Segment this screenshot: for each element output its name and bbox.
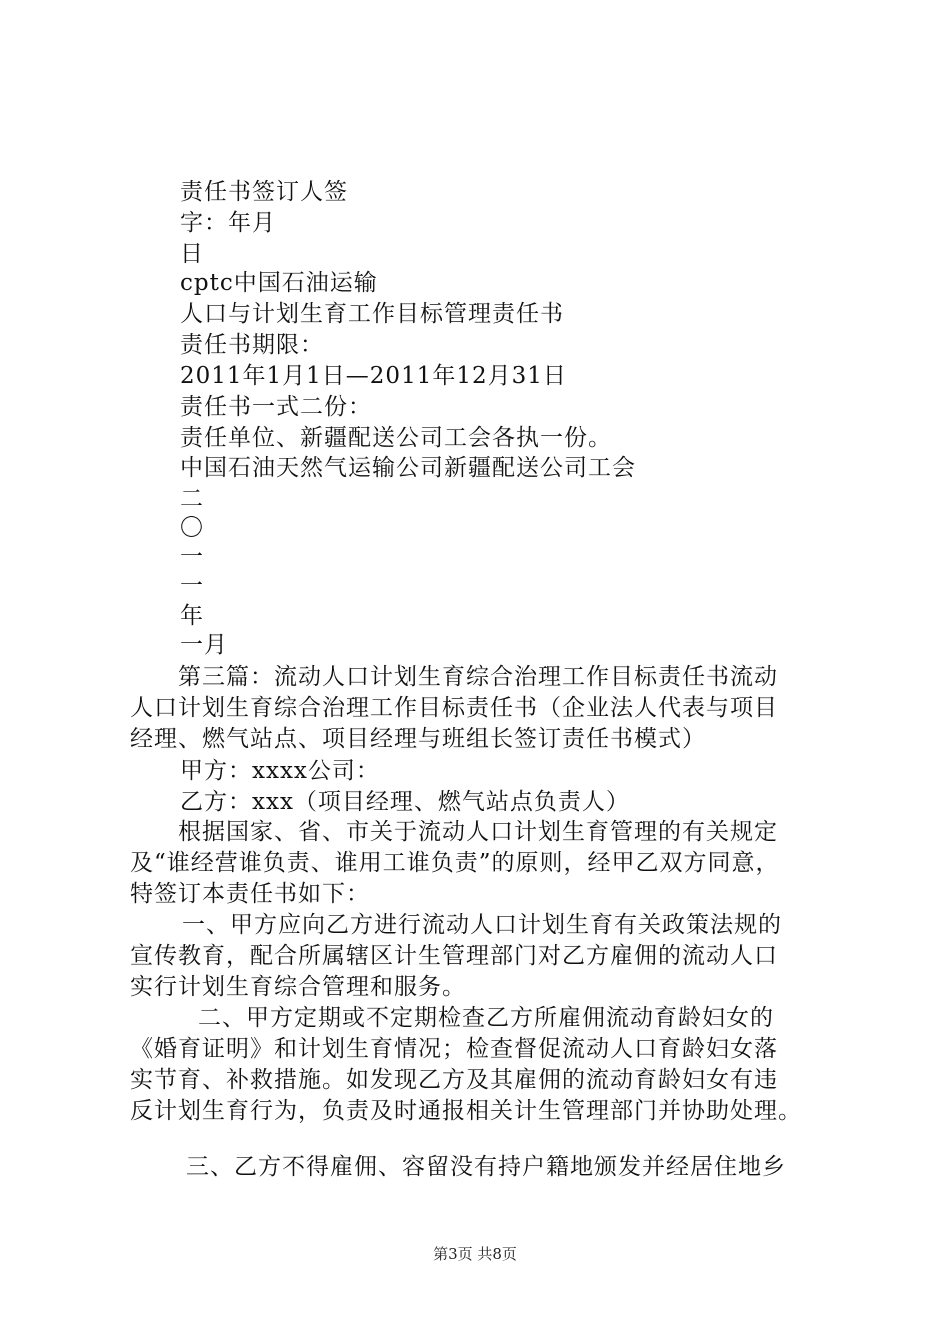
date-char-line: 一 bbox=[180, 573, 204, 599]
date-char-line: 二 bbox=[180, 486, 204, 512]
paragraph-line: 及“谁经营谁负责、谁用工谁负责”的原则，经甲乙双方同意， bbox=[130, 850, 780, 876]
paragraph-line: 《婚育证明》和计划生育情况；检查督促流动人口育龄妇女落 bbox=[130, 1036, 778, 1062]
signature-line: 字：年月 bbox=[180, 210, 276, 236]
intro-paragraph bbox=[130, 817, 840, 910]
paragraph-line: 三、乙方不得雇佣、容留没有持户籍地颁发并经居住地乡 bbox=[186, 1154, 786, 1180]
paragraph-line: 二、甲方定期或不定期检查乙方所雇佣流动育龄妇女的 bbox=[198, 1005, 774, 1031]
document-title-line: 人口与计划生育工作目标管理责任书 bbox=[180, 301, 564, 327]
copies-label-line: 责任书一式二份： bbox=[180, 394, 372, 420]
term-label-line: 责任书期限： bbox=[180, 332, 324, 358]
section-title-line: 经理、燃气站点、项目经理与班组长签订责任书模式） bbox=[130, 726, 706, 752]
page-indicator: 第3页 共8页 bbox=[433, 1245, 517, 1263]
clause-2-paragraph bbox=[130, 1003, 840, 1127]
copies-detail-line: 责任单位、新疆配送公司工会各执一份。 bbox=[180, 425, 612, 451]
paragraph-line: 实行计划生育综合管理和服务。 bbox=[130, 974, 466, 1000]
term-dates-line: 2011年1月1日—2011年12月31日 bbox=[180, 363, 567, 389]
clause-1-paragraph bbox=[130, 910, 840, 1003]
signature-line: 日 bbox=[180, 241, 204, 267]
paragraph-line: 特签订本责任书如下： bbox=[130, 881, 370, 907]
paragraph-line: 反计划生育行为，负责及时通报相关计生管理部门并协助处理。 bbox=[130, 1098, 802, 1124]
section-title-line: 第三篇：流动人口计划生育综合治理工作目标责任书流动 bbox=[178, 664, 778, 690]
paragraph-line: 一、甲方应向乙方进行流动人口计划生育有关政策法规的 bbox=[182, 912, 782, 938]
issuer-line: 中国石油天然气运输公司新疆配送公司工会 bbox=[180, 455, 636, 481]
company-name-line: cptc中国石油运输 bbox=[180, 270, 378, 296]
section-title bbox=[130, 662, 840, 755]
date-char-line: 年 bbox=[180, 603, 204, 629]
party-a-line: 甲方：xxxx公司： bbox=[180, 758, 380, 784]
date-char-line: 一月 bbox=[180, 632, 228, 658]
section-title-line: 人口计划生育综合治理工作目标责任书（企业法人代表与项目 bbox=[130, 695, 778, 721]
paragraph-line: 宣传教育，配合所属辖区计生管理部门对乙方雇佣的流动人口 bbox=[130, 943, 778, 969]
clause-3-paragraph bbox=[130, 1152, 840, 1183]
party-b-line: 乙方：xxx（项目经理、燃气站点负责人） bbox=[180, 789, 630, 815]
paragraph-line: 根据国家、省、市关于流动人口计划生育管理的有关规定 bbox=[178, 819, 778, 845]
paragraph-line: 实节育、补救措施。如发现乙方及其雇佣的流动育龄妇女有违 bbox=[130, 1067, 778, 1093]
date-char-line: 〇 bbox=[180, 515, 204, 541]
signature-line: 责任书签订人签 bbox=[180, 179, 348, 205]
date-char-line: 一 bbox=[180, 544, 204, 570]
